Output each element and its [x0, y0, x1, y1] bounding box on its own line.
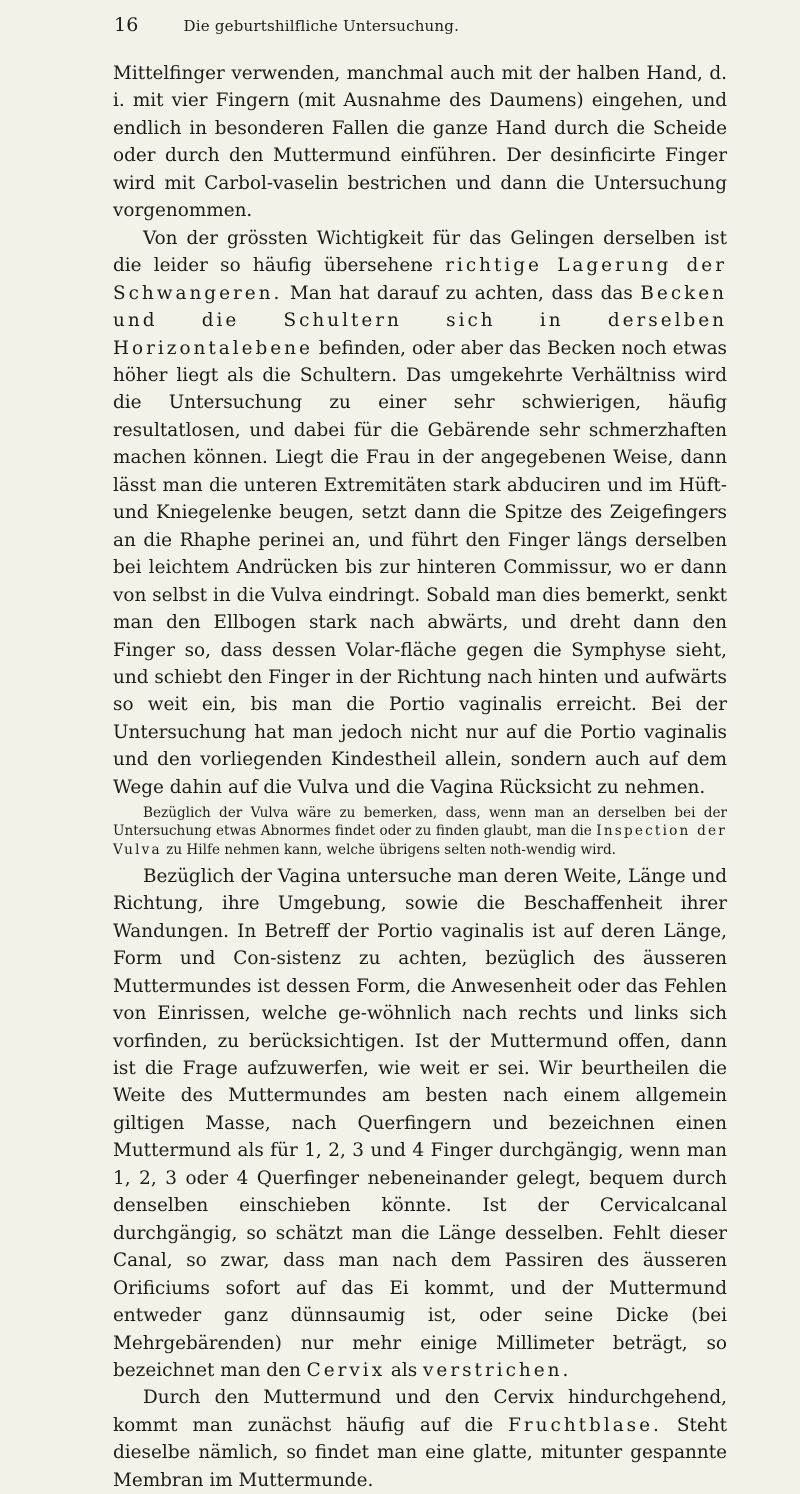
emphasis-text: richtige Lagerung der Schwangeren.	[113, 255, 727, 304]
footnote-block	[113, 804, 727, 859]
paragraph-text: Mittelfinger verwenden, manchmal auch mit der halben Hand, d. i. mit vier Fingern (mit Ausnahme des Daumens) eingehen, und endlich in besonderen Fallen die ganze Hand durch die Scheide oder durch den Muttermund einführen. Der desinficirte Finger wird mit Carbol-vaselin bestrichen und dann die Untersuchung vorgenommen.	[113, 63, 727, 222]
emphasis-text: Cervix	[306, 1360, 386, 1381]
emphasis-text: Fruchtblase.	[508, 1414, 662, 1436]
paragraph	[113, 60, 727, 225]
main-text	[113, 60, 727, 1494]
emphasis-text: Becken und die Schultern sich in derselben Horizontalebene	[113, 282, 727, 359]
note-text: Bezüglich der Vulva wäre zu bemerken, dass, wenn man an derselben bei der Untersuchung etwas Abnormes findet oder zu finden glaubt, man die	[113, 805, 727, 840]
paragraph-text: befinden, oder aber das Becken noch etwas höher liegt als die Schultern. Das umgekehrte Verhältniss wird die Untersuchung zu einer sehr schwierigen, häufig resultatlosen, und dabei für die Gebärende sehr schmerzhaften machen können. Liegt die Frau in der angegebenen Weise, dann lässt man die unteren Extremitäten stark abduciren und im Hüft- und Kniegelenke beugen, setzt dann die Spitze des Zeigefingers an die Rhaphe perinei an, und führt den Finger längs derselben bei leichtem Andrücken bis zur hinteren Commissur, wo er dann von selbst in die Vulva eindringt. Sobald man dies bemerkt, senkt man den Ellbogen stark nach abwärts, und dreht dann den Finger so, dass dessen Volar-fläche gegen die Symphyse sieht, und schiebt den Finger in der Richtung nach hinten und aufwärts so weit ein, bis man die Portio vaginalis erreicht. Bei der Untersuchung hat man jedoch nicht nur auf die Portio vaginalis und den vorliegenden Kindestheil allein, sondern auch auf dem Wege dahin auf die Vulva und die Vagina Rücksicht zu nehmen.	[113, 337, 727, 798]
emphasis-text: Inspection der Vulva	[113, 823, 727, 858]
emphasis-text: verstrichen.	[423, 1360, 572, 1381]
paragraph-text: Man hat darauf zu achten, dass das	[282, 282, 641, 304]
page-number: 16	[114, 14, 139, 36]
paragraph-text: Bezüglich der Vagina untersuche man deren Weite, Länge und Richtung, ihre Umgebung, sowie die Beschaffenheit ihrer Wandungen. In Betreff der Portio vaginalis ist auf deren Länge, Form und Con-sistenz zu achten, bezüglich des äusseren Muttermundes ist dessen Form, die Anwesenheit oder das Fehlen von Einrissen, welche ge-wöhnlich nach rechts und links sich vorfinden, zu berücksichtigen. Ist der Muttermund offen, dann ist die Frage aufzuwerfen, wie weit er sei. Wir beurtheilen die Weite des Muttermundes am besten nach einem allgemein giltigen Masse, nach Querfingern und bezeichnen einen Muttermund als für 1, 2, 3 und 4 Finger durchgängig, wenn man 1, 2, 3 oder 4 Querfinger nebeneinander gelegt, bequem durch denselben einschieben könnte. Ist der Cervicalcanal durchgängig, so schätzt man die Länge desselben. Fehlt dieser Canal, so zwar, dass man nach dem Passiren des äusseren Orificiums sofort auf das Ei kommt, und der Muttermund entweder ganz dünnsaumig ist, oder seine Dicke (bei Mehrgebärenden) nur mehr einige Millimeter beträgt, so bezeichnet man den	[113, 865, 727, 1381]
paragraph-text: Von der grössten Wichtigkeit für das Gelingen derselben ist die leider so häufig übersehene	[113, 227, 727, 277]
paragraph-text: Steht dieselbe nämlich, so findet man eine glatte, mitunter gespannte Membran im Muttermunde.	[113, 1414, 727, 1491]
note-paragraph	[113, 804, 727, 859]
paragraph	[113, 1384, 727, 1494]
paragraph-text: Durch den Muttermund und den Cervix hindurchgehend, kommt man zunächst häufig auf die	[113, 1387, 727, 1436]
paragraph	[113, 863, 727, 1385]
running-title: Die geburtshilfliche Untersuchung.	[183, 17, 460, 35]
page-header	[114, 14, 734, 36]
paragraph-text: als	[385, 1360, 424, 1381]
note-text: zu Hilfe nehmen kann, welche übrigens selten noth-wendig wird.	[161, 841, 616, 858]
paragraph	[113, 225, 727, 802]
